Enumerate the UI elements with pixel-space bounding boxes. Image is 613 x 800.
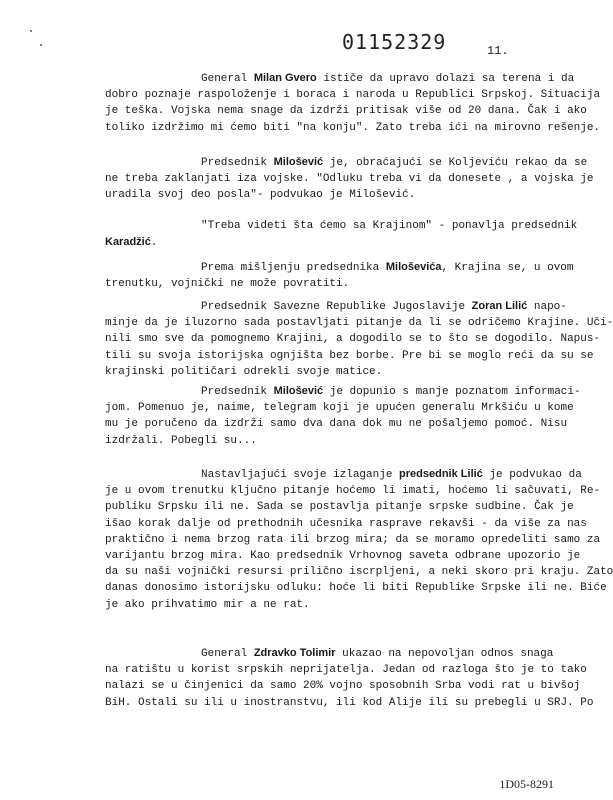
- person-name: Zoran Lilić: [471, 300, 528, 312]
- text-line: [105, 315, 613, 331]
- text-run: je podvukao da: [482, 469, 582, 481]
- text-line: [105, 259, 574, 276]
- text-run: Predsednik: [201, 386, 274, 398]
- text-run: danas donosimo istorijsku odluku: hoće li biti Republike Srpske ili ne. Biće: [105, 582, 607, 595]
- text-line: [105, 532, 601, 548]
- text-line: [105, 171, 594, 187]
- scan-speck: [40, 44, 42, 46]
- text-line: [105, 87, 601, 103]
- text-run: varijantu brzog mira. Kao predsednik Vrhovnog saveta odbrane upozorio je: [105, 550, 581, 563]
- text-line: [105, 218, 578, 234]
- text-line: [105, 416, 568, 432]
- text-run: , Krajina se, u ovom: [441, 262, 574, 274]
- text-line: [105, 483, 601, 499]
- paragraph: [105, 466, 613, 613]
- text-run: ukazao na nepovoljan odnos snaga: [335, 648, 554, 660]
- scan-speck: [30, 30, 32, 32]
- text-line: [105, 597, 525, 613]
- text-run: minje da je iluzorno sada postavljati pitanje da li se odričemo Krajine. Uči-: [105, 317, 613, 330]
- text-run: je u ovom trenutku ključno pitanje hoćemo li imati, hoćemo li sačuvati, Re-: [105, 485, 601, 498]
- text-line: [105, 662, 587, 678]
- person-name: predsednik Lilić: [399, 468, 483, 480]
- text-run: je teška. Vojska nema snage da izdrži pritisak više od 20 dana. Čak i ako: [105, 105, 587, 118]
- text-run: General: [201, 73, 254, 85]
- text-run: uradila svoj deo posla"- podvukao je Milošević.: [105, 189, 416, 202]
- text-line: [105, 548, 581, 564]
- text-line: [105, 103, 587, 119]
- text-run: jom. Pomenuo je, naime, telegram koji je upućen generalu Mrkšiću u kome: [105, 402, 574, 415]
- text-line: [105, 120, 601, 136]
- paragraph: [105, 70, 601, 136]
- page-number: 11.: [487, 44, 509, 58]
- text-run: BiH. Ostali su ili u inostranstvu, ili kod Alije ili su prebegli u SRJ. Po: [105, 696, 594, 709]
- text-run: da su naši vojnički resursi prilično iscrpljeni, a neki skoro pri kraju. Zato: [105, 566, 613, 579]
- text-run: Predsednik: [201, 157, 274, 169]
- text-line: [105, 154, 588, 171]
- text-line: [105, 564, 613, 580]
- text-run: mu je poručeno da izdrži samo dva dana dok mu ne pošaljemo pomoć. Nisu: [105, 418, 568, 431]
- person-name: Karadžić: [105, 236, 151, 249]
- text-line: [105, 400, 574, 416]
- text-run: izdržali. Pobegli su...: [105, 434, 257, 447]
- text-line: [105, 364, 525, 380]
- text-line: [105, 276, 525, 292]
- person-name: Miloševića: [385, 261, 442, 273]
- text-run: krajinski političari odrekli svoje matice.: [105, 365, 383, 378]
- text-run: je, obraćajući se Koljeviću rekao da se: [323, 157, 588, 169]
- text-line: [105, 383, 581, 400]
- person-name: Milošević: [273, 156, 324, 168]
- text-run: na ratištu u korist srpskih neprijatelja. Jedan od razloga što je to tako: [105, 664, 587, 677]
- paragraph: [105, 298, 613, 380]
- text-run: .: [150, 237, 158, 250]
- person-name: Milošević: [273, 385, 324, 397]
- paragraph: [105, 218, 578, 251]
- text-line: [105, 499, 574, 515]
- text-line: [105, 516, 587, 532]
- text-run: publiku Srpsku ili ne. Sada se postavlja pitanje srpske sudbine. Čak je: [105, 501, 574, 514]
- text-line: [105, 466, 582, 483]
- text-run: dobro poznaje raspoloženje i boraca i naroda u Republici Srpskoj. Situacija: [105, 89, 601, 102]
- person-name: Zdravko Tolimir: [253, 647, 336, 659]
- text-line: [105, 433, 525, 449]
- text-run: nili smo sve da pomognemo Krajini, a dogodilo se to što se dogodilo. Napus-: [105, 333, 601, 346]
- text-run: toliko izdržimo mi ćemo biti "na konju". Zato treba ići na mirovno rešenje.: [105, 121, 601, 134]
- text-line: [105, 580, 607, 596]
- text-line: [105, 70, 575, 87]
- text-line: [105, 348, 594, 364]
- text-line: [105, 678, 581, 694]
- text-run: Prema mišljenju predsednika: [201, 262, 386, 274]
- text-run: General: [201, 648, 254, 660]
- text-line: [105, 645, 554, 662]
- footer-reference: 1D05-8291: [499, 777, 554, 791]
- paragraph: [105, 259, 574, 292]
- text-run: napo-: [527, 301, 567, 313]
- text-run: Predsednik Savezne Republike Jugoslavije: [201, 301, 472, 313]
- text-run: ističe da upravo dolazi sa terena i da: [316, 73, 575, 85]
- text-line: [105, 298, 567, 315]
- paragraph: [105, 383, 581, 449]
- text-line: [105, 187, 525, 203]
- text-line: [105, 331, 601, 347]
- text-run: je ako prihvatimo mir a ne rat.: [105, 598, 310, 611]
- text-run: trenutku, vojnički ne može povratiti.: [105, 278, 350, 291]
- text-run: tili su svoja istorijska ognjišta bez borbe. Pre bi se moglo reći da su se: [105, 349, 594, 362]
- text-run: je dopunio s manje poznatom informaci-: [323, 386, 581, 398]
- text-line: [105, 695, 594, 711]
- text-run: ne treba zaklanjati iza vojske. "Odluku treba vi da donesete , a vojska je: [105, 173, 594, 186]
- person-name: Milan Gvero: [253, 72, 317, 84]
- text-run: Nastavljajući svoje izlaganje: [201, 469, 400, 481]
- text-run: išao korak dalje od prethodnih učesnika rasprave rekavši - da više za nas: [105, 517, 587, 530]
- text-run: praktično i nema brzog rata ili brzog mira; da se moramo opredeliti samo za: [105, 533, 601, 546]
- text-run: "Treba videti šta ćemo sa Krajinom" - ponavlja predsednik: [201, 220, 578, 232]
- paragraph: [105, 154, 594, 204]
- text-run: nalazi se u činjenici da samo 20% vojno sposobnih Srba vodi rat u bivšoj: [105, 680, 581, 693]
- document-id: 01152329: [342, 30, 447, 54]
- paragraph: [105, 645, 594, 711]
- text-line: [105, 234, 525, 251]
